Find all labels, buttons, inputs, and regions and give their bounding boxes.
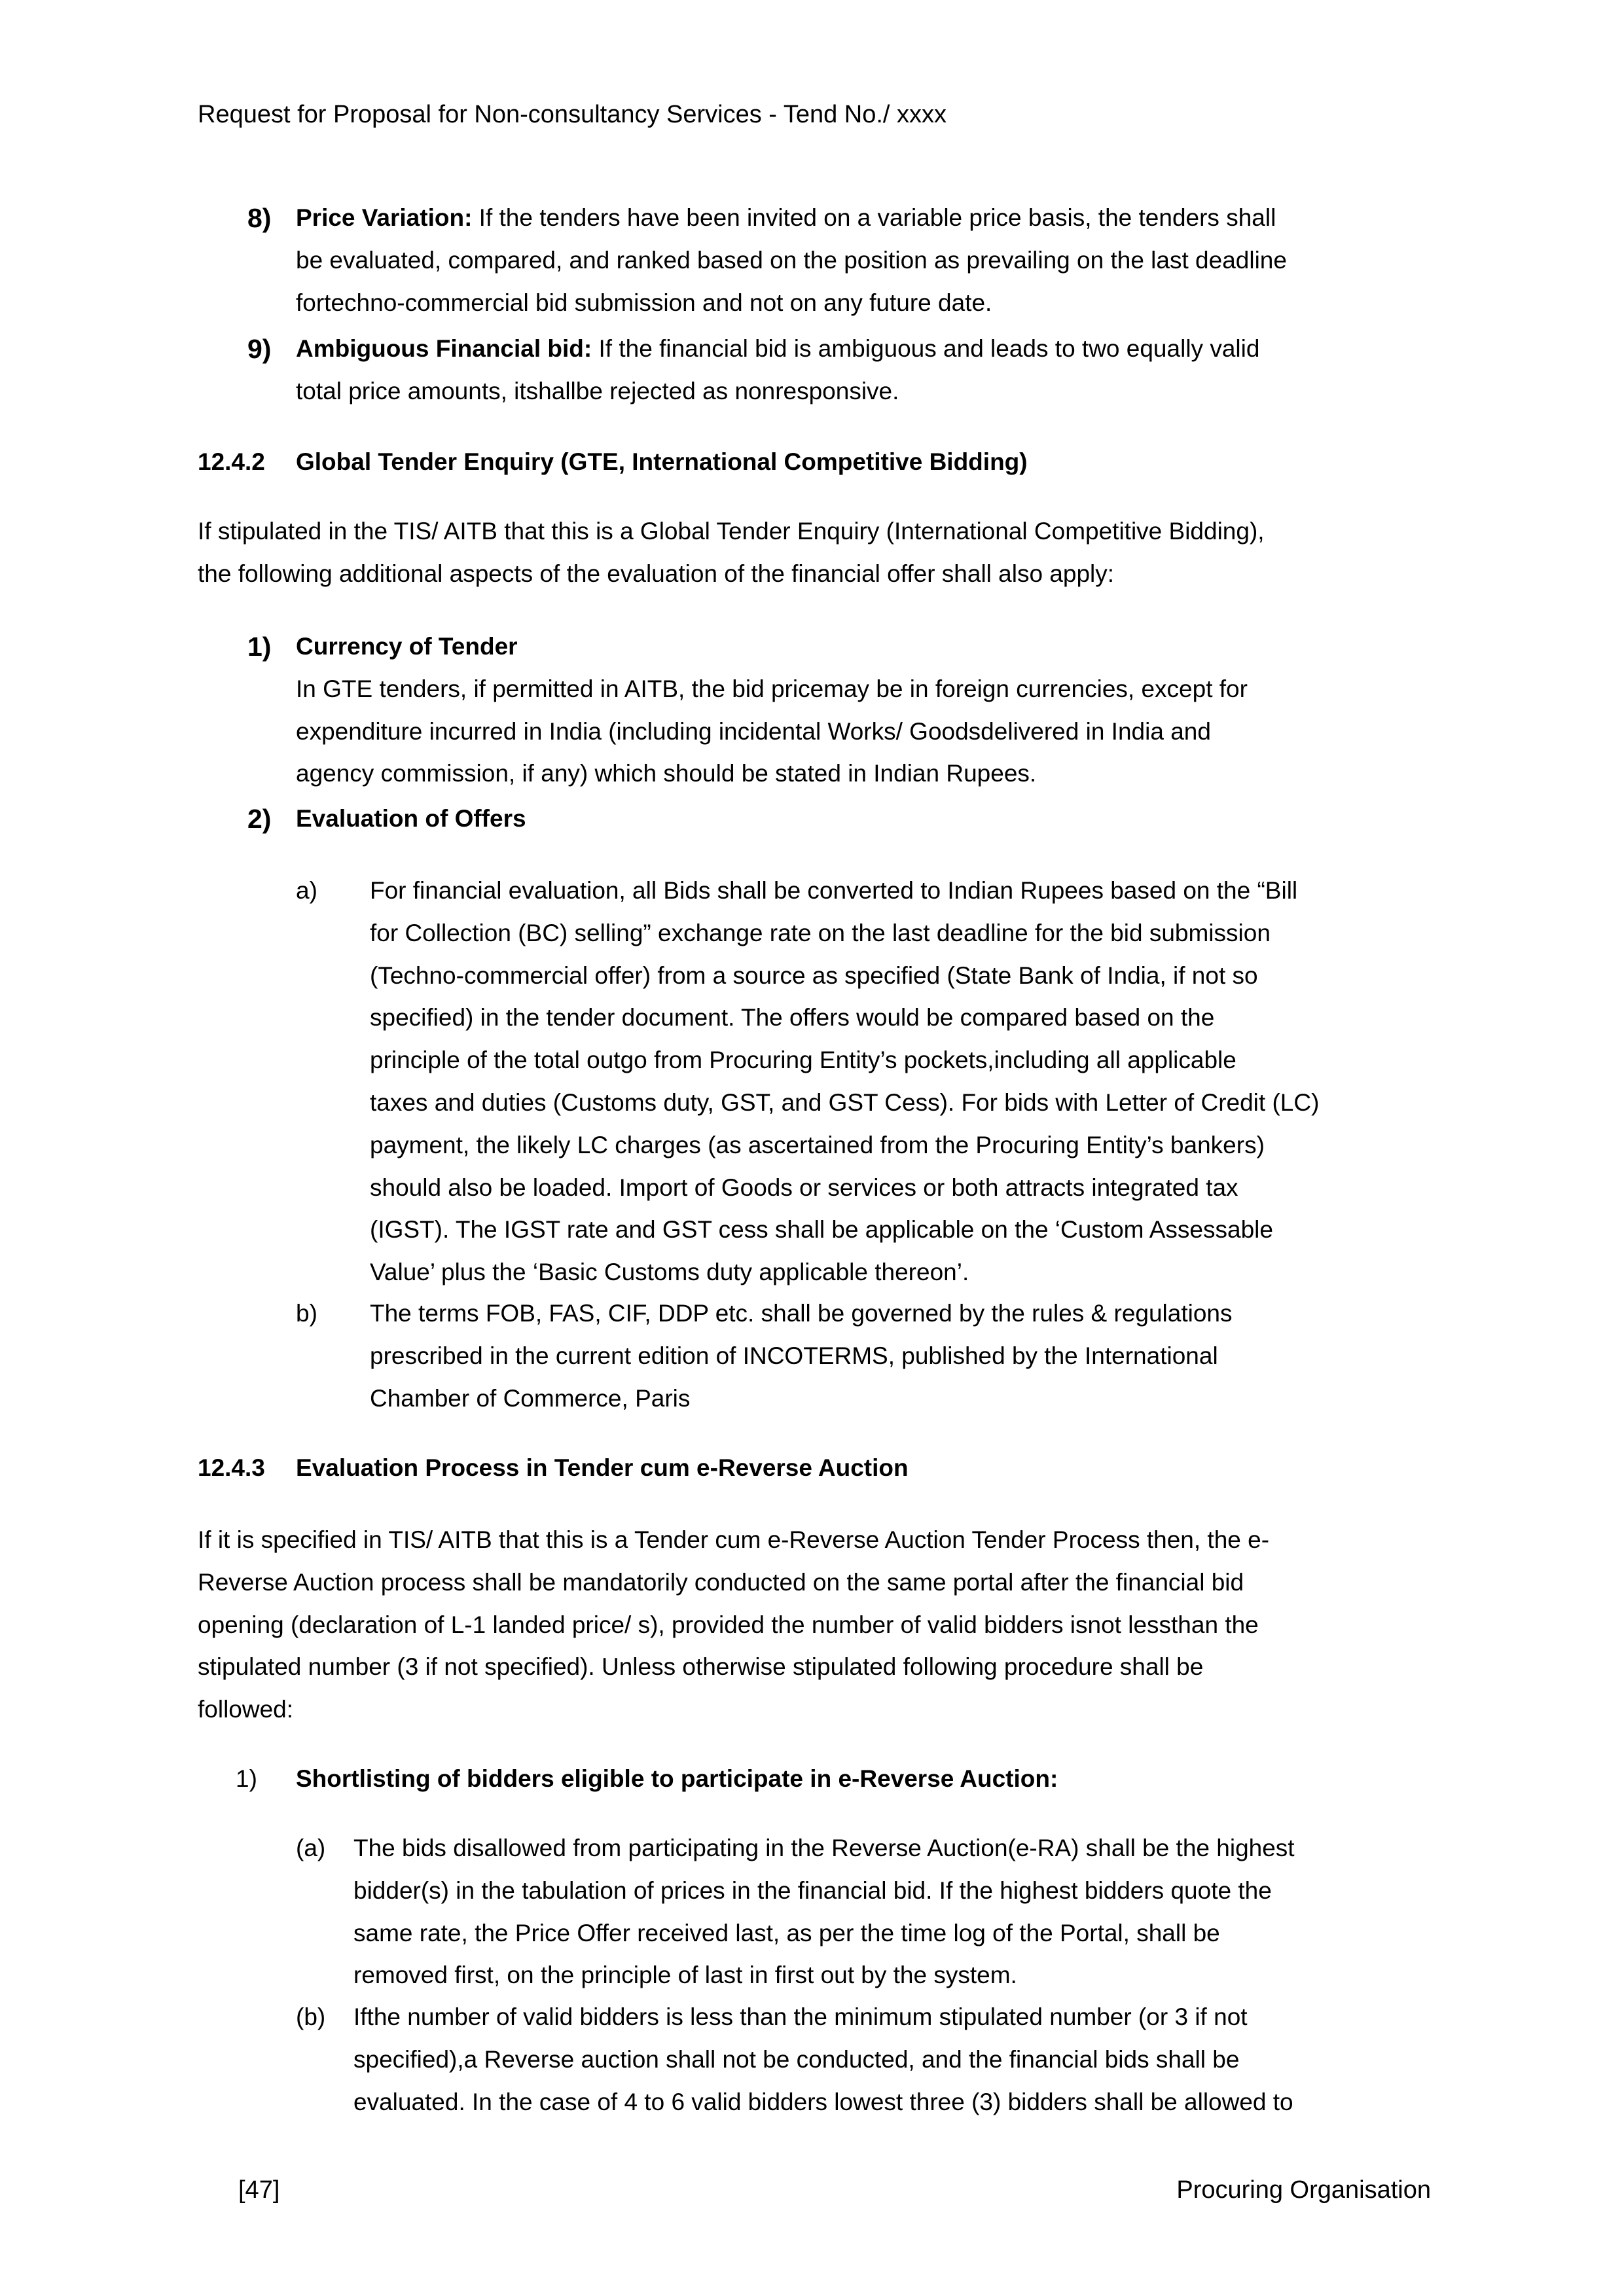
text-line: If stipulated in the TIS/ AITB that this is a Global Tender Enquiry (International Competitive Bidding), — [198, 518, 1265, 545]
text-line: principle of the total outgo from Procuring Entity’s pockets,including all applicable — [370, 1047, 1236, 1074]
text-line: The terms FOB, FAS, CIF, DDP etc. shall be governed by the rules & regulations — [370, 1300, 1233, 1327]
text-line: total price amounts, itshallbe rejected as nonresponsive. — [296, 377, 899, 404]
sub-item-label: a) — [296, 877, 317, 904]
item-title: Price Variation: — [296, 204, 473, 231]
text-line: removed first, on the principle of last in first out by the system. — [353, 1962, 1017, 1989]
list-item — [296, 798, 526, 840]
text-line: expenditure incurred in India (including incidental Works/ Goodsdelivered in India and — [296, 717, 1211, 745]
text-line: Ambiguous Financial bid: If the financial bid is ambiguous and leads to two equally valid — [296, 335, 1260, 362]
text-line: should also be loaded. Import of Goods or services or both attracts integrated tax — [370, 1174, 1238, 1201]
text-line: evaluated. In the case of 4 to 6 valid bidders lowest three (3) bidders shall be allowed to — [353, 2088, 1293, 2115]
text-line: agency commission, if any) which should be stated in Indian Rupees. — [296, 760, 1037, 787]
list-item — [296, 328, 1259, 413]
sub-item — [353, 1827, 1295, 1997]
section-intro — [198, 1519, 1269, 1731]
text-line: Ifthe number of valid bidders is less than the minimum stipulated number (or 3 if not — [353, 2003, 1248, 2030]
text-line: In GTE tenders, if permitted in AITB, the bid pricemay be in foreign currencies, except for — [296, 675, 1248, 702]
text-line: followed: — [198, 1696, 294, 1723]
sub-item — [370, 870, 1319, 1294]
sub-item-label: (a) — [296, 1835, 326, 1861]
text-line: Reverse Auction process shall be mandatorily conducted on the same portal after the financial bid — [198, 1568, 1244, 1596]
item-title: Currency of Tender — [296, 633, 518, 660]
text-line: (Techno-commercial offer) from a source as specified (State Bank of India, if not so — [370, 961, 1258, 989]
item-title: Shortlisting of bidders eligible to participate in e-Reverse Auction: — [296, 1765, 1058, 1792]
list-item — [296, 626, 1248, 795]
text-line: The bids disallowed from participating in the Reverse Auction(e-RA) shall be the highest — [353, 1835, 1295, 1861]
text-line: for Collection (BC) selling” exchange rate on the last deadline for the bid submission — [370, 919, 1271, 946]
sub-item-label: (b) — [296, 2003, 326, 2030]
section-intro — [198, 511, 1265, 596]
text-line: opening (declaration of L-1 landed price/ s), provided the number of valid bidders isnot lessthan the — [198, 1611, 1259, 1638]
text-line: Chamber of Commerce, Paris — [370, 1384, 691, 1412]
section-number: 12.4.3 — [198, 1454, 265, 1481]
text-line: payment, the likely LC charges (as ascertained from the Procuring Entity’s bankers) — [370, 1131, 1265, 1158]
text-line: be evaluated, compared, and ranked based on the position as prevailing on the last deadline — [296, 246, 1287, 274]
text-line: stipulated number (3 if not specified). Unless otherwise stipulated following procedure shall be — [198, 1653, 1204, 1681]
section-heading: Evaluation Process in Tender cum e-Reverse Auction — [296, 1454, 909, 1481]
list-number: 1) — [247, 632, 272, 662]
section-heading: Global Tender Enquiry (GTE, International Competitive Bidding) — [296, 448, 1028, 475]
sub-item — [370, 1293, 1233, 1420]
list-item — [296, 197, 1287, 324]
text-line: prescribed in the current edition of INCOTERMS, published by the International — [370, 1342, 1218, 1369]
item-title: Ambiguous Financial bid: — [296, 335, 592, 362]
text-line: same rate, the Price Offer received last, as per the time log of the Portal, shall be — [353, 1919, 1220, 1946]
text-line: If it is specified in TIS/ AITB that this is a Tender cum e-Reverse Auction Tender Process then, the e- — [198, 1526, 1270, 1553]
list-number: 2) — [247, 804, 272, 834]
text-line: the following additional aspects of the evaluation of the financial offer shall also apply: — [198, 560, 1115, 587]
page-header: Request for Proposal for Non-consultancy Services - Tend No./ xxxx — [198, 101, 947, 128]
sub-item-label: b) — [296, 1300, 317, 1327]
text-line: (IGST). The IGST rate and GST cess shall be applicable on the ‘Custom Assessable — [370, 1216, 1273, 1244]
list-number: 8) — [247, 203, 272, 233]
page-number: [47] — [238, 2176, 280, 2204]
list-number: 1) — [236, 1765, 257, 1792]
text-line: taxes and duties (Customs duty, GST, and GST Cess). For bids with Letter of Credit (LC) — [370, 1088, 1320, 1116]
text-line: specified) in the tender document. The offers would be compared based on the — [370, 1004, 1215, 1031]
footer-organisation: Procuring Organisation — [1176, 2176, 1431, 2204]
text-line: specified),a Reverse auction shall not be conducted, and the financial bids shall be — [353, 2045, 1240, 2073]
text-line: Price Variation: If the tenders have been invited on a variable price basis, the tenders shall — [296, 204, 1276, 231]
item-title: Evaluation of Offers — [296, 805, 526, 832]
text-line: Value’ plus the ‘Basic Customs duty applicable thereon’. — [370, 1259, 969, 1286]
text-line: bidder(s) in the tabulation of prices in the financial bid. If the highest bidders quote the — [353, 1876, 1272, 1904]
section-number: 12.4.2 — [198, 448, 265, 475]
sub-item — [353, 1996, 1293, 2123]
list-number: 9) — [247, 334, 272, 364]
text-line: fortechno-commercial bid submission and not on any future date. — [296, 289, 992, 316]
text-line: For financial evaluation, all Bids shall be converted to Indian Rupees based on the “Bill — [370, 877, 1298, 904]
